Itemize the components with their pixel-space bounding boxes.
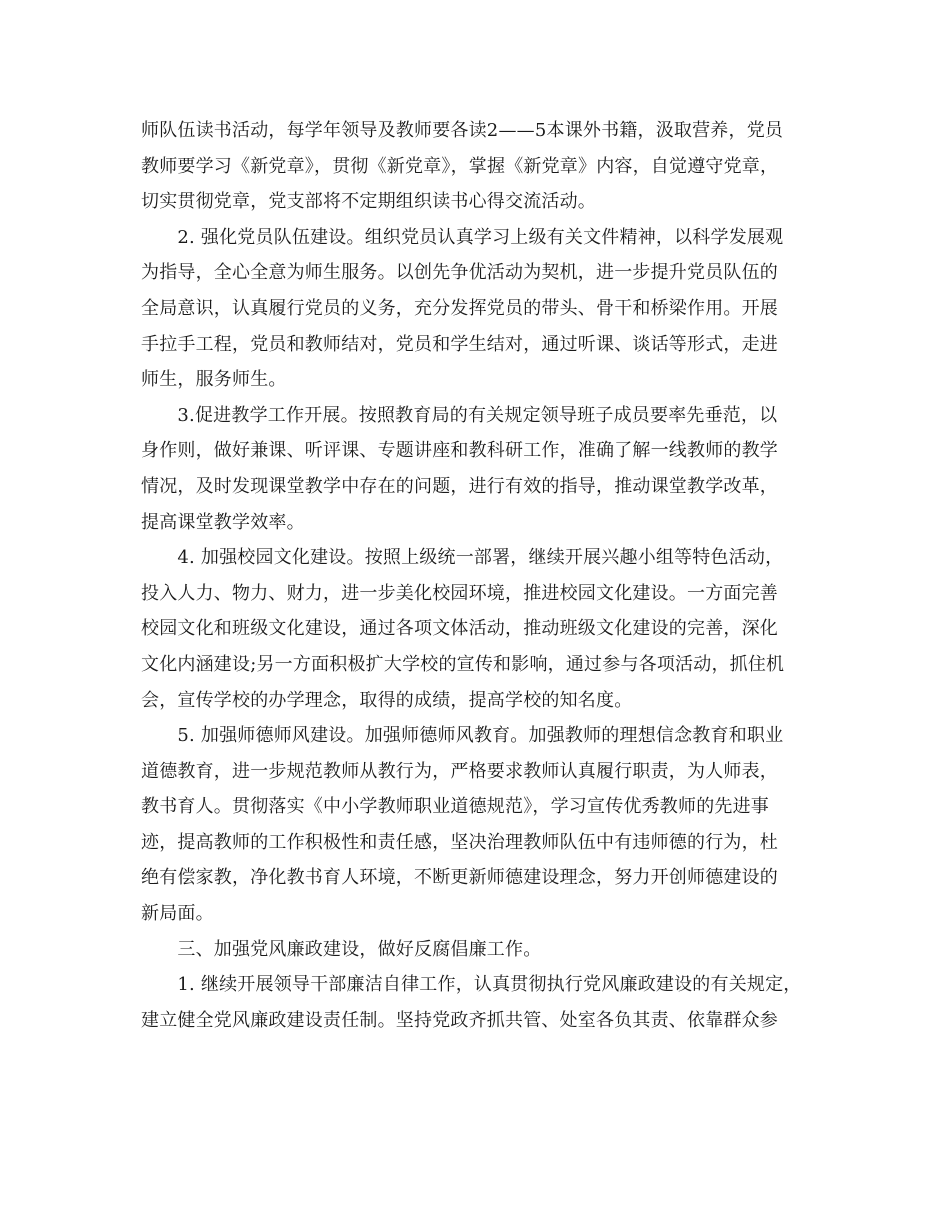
text-line: 教师要学习《新党章》，贯彻《新党章》，掌握《新党章》内容，自觉遵守党章， xyxy=(141,155,779,177)
document-body xyxy=(141,113,813,1038)
text-line: 4. 加强校园文化建设。按照上级统一部署，继续开展兴趣小组等特色活动， xyxy=(141,547,784,569)
text-line: 手拉手工程，党员和教师结对，党员和学生结对，通过听课、谈话等形式，走进 xyxy=(141,333,778,355)
text-line: 校园文化和班级文化建设，通过各项文体活动，推动班级文化建设的完善，深化 xyxy=(141,618,778,640)
text-line: 道德教育，进一步规范教师从教行为，严格要求教师认真履行职责，为人师表， xyxy=(141,760,778,782)
text-line: 绝有偿家教，净化教书育人环境，不断更新师德建设理念，努力开创师德建设的 xyxy=(141,867,778,889)
text-line: 建立健全党风廉政建设责任制。坚持党政齐抓共管、处室各负其责、依靠群众参 xyxy=(141,1009,778,1031)
text-line: 文化内涵建设;另一方面积极扩大学校的宣传和影响，通过参与各项活动，抓住机 xyxy=(141,653,785,675)
text-line: 身作则，做好兼课、听评课、专题讲座和教科研工作，准确了解一线教师的教学 xyxy=(141,440,778,462)
text-line: 新局面。 xyxy=(141,903,214,925)
text-line: 5. 加强师德师风建设。加强师德师风教育。加强教师的理想信念教育和职业 xyxy=(141,725,784,747)
text-line: 2. 强化党员队伍建设。组织党员认真学习上级有关文件精神，以科学发展观 xyxy=(141,226,784,248)
text-line: 教书育人。贯彻落实《中小学教师职业道德规范》，学习宣传优秀教师的先进事 xyxy=(141,796,769,818)
text-line: 全局意识，认真履行党员的义务，充分发挥党员的带头、骨干和桥梁作用。开展 xyxy=(141,297,778,319)
text-line: 三、加强党风廉政建设，做好反腐倡廉工作。 xyxy=(141,938,542,960)
text-line: 1. 继续开展领导干部廉洁自律工作，认真贯彻执行党风廉政建设的有关规定， xyxy=(141,974,802,996)
text-line: 迹，提高教师的工作积极性和责任感，坚决治理教师队伍中有违师德的行为，杜 xyxy=(141,831,778,853)
text-line: 提高课堂教学效率。 xyxy=(141,511,305,533)
text-line: 情况，及时发现课堂教学中存在的问题，进行有效的指导，推动课堂教学改革， xyxy=(141,475,778,497)
text-line: 为指导，全心全意为师生服务。以创先争优活动为契机，进一步提升党员队伍的 xyxy=(141,262,778,284)
text-line: 师生，服务师生。 xyxy=(141,369,287,391)
text-line: 切实贯彻党章，党支部将不定期组织读书心得交流活动。 xyxy=(141,191,596,213)
text-line: 3.促进教学工作开展。按照教育局的有关规定领导班子成员要率先垂范，以 xyxy=(141,404,778,426)
text-line: 投入人力、物力、财力，进一步美化校园环境，推进校园文化建设。一方面完善 xyxy=(141,582,778,604)
text-line: 师队伍读书活动，每学年领导及教师要各读2——5本课外书籍，汲取营养，党员 xyxy=(141,120,784,141)
text-line: 会，宣传学校的办学理念，取得的成绩，提高学校的知名度。 xyxy=(141,689,633,711)
